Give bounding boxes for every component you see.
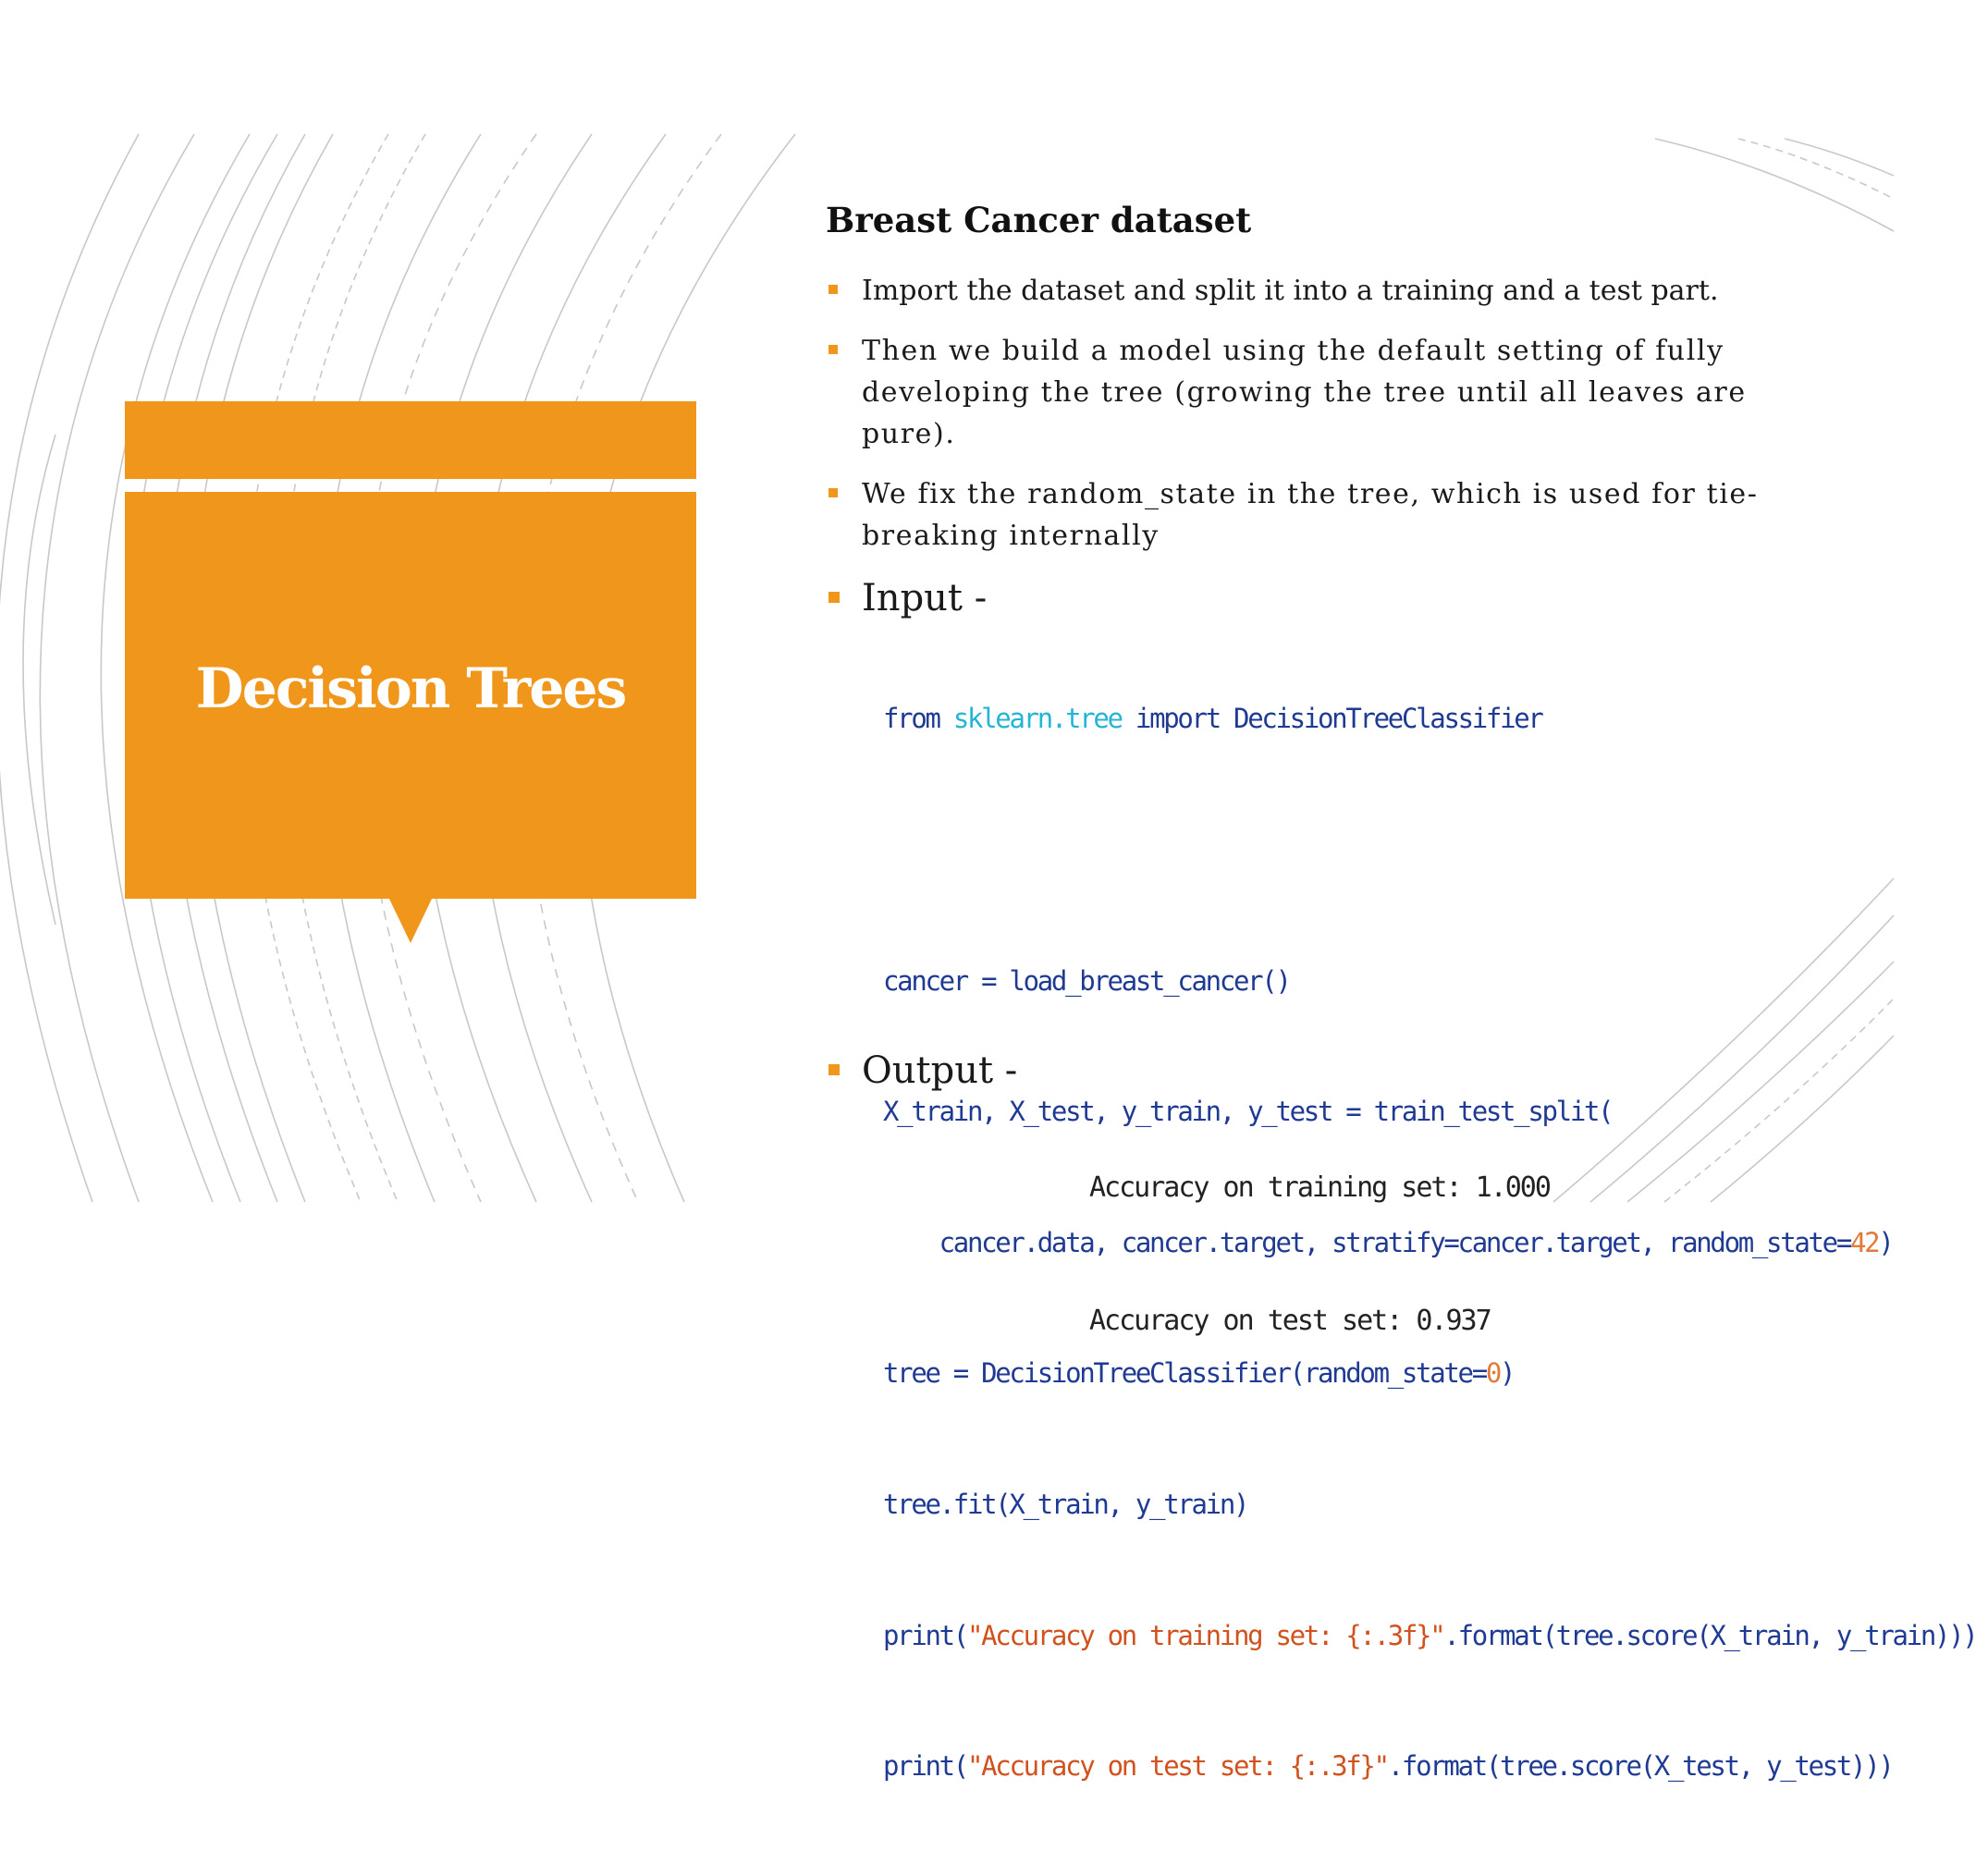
square-bullet-icon (828, 285, 838, 294)
input-label: Input - (862, 577, 988, 619)
code-number: 0 (1485, 1357, 1501, 1390)
bullet-text: We fix the random_state in the tree, which is used for tie-breaking internally (862, 478, 1759, 552)
output-block (1089, 1077, 1550, 1432)
code-token: print( (883, 1750, 967, 1783)
code-token: .format(tree.score(X_test, y_test))) (1387, 1750, 1893, 1783)
code-token: cancer.data, cancer.target, stratify=cancer.target, random_state= (883, 1226, 1851, 1258)
bullet-item (826, 473, 1787, 557)
code-line: cancer = load_breast_cancer() (883, 964, 1290, 997)
title-accent-band (125, 401, 696, 479)
code-token: .format(tree.score(X_train, y_train))) (1443, 1619, 1976, 1651)
square-bullet-icon (828, 345, 838, 354)
code-line: tree.fit(X_train, y_train) (883, 1488, 1248, 1520)
output-line: Accuracy on test set: 0.937 (1089, 1305, 1491, 1337)
code-line-import (883, 697, 1771, 741)
square-bullet-icon (828, 488, 838, 497)
code-token: DecisionTreeClassifier (1233, 703, 1542, 735)
output-label: Output - (862, 1049, 1018, 1092)
bullet-text: Then we build a model using the default setting of fully developing the tree (growing the tree until all leaves are pure). (862, 335, 1747, 450)
code-line: X_train, X_test, y_train, y_test = train_test_split( (883, 1096, 1613, 1128)
slide-title: Decision Trees (195, 656, 626, 721)
bullet-text: Import the dataset and split it into a training and a test part. (862, 275, 1719, 307)
code-string: "Accuracy on training set: {:.3f}" (966, 1619, 1444, 1651)
section-heading: Breast Cancer dataset (826, 200, 1252, 240)
code-token: print( (883, 1619, 967, 1651)
code-line-blank (883, 828, 1771, 872)
square-bullet-icon (828, 592, 840, 603)
title-callout-pointer (388, 897, 433, 943)
code-token: import (1135, 703, 1220, 735)
output-bullet (826, 1048, 1017, 1094)
code-line (883, 1745, 1893, 1788)
code-number: 42 (1850, 1226, 1879, 1258)
code-token: tree = DecisionTreeClassifier(random_state= (883, 1357, 1486, 1390)
code-string: "Accuracy on test set: {:.3f}" (966, 1750, 1388, 1783)
bullet-item (826, 330, 1787, 455)
code-token: ) (1500, 1357, 1515, 1390)
code-token: from (883, 703, 939, 735)
output-line: Accuracy on training set: 1.000 (1089, 1171, 1550, 1204)
content-area (826, 196, 1787, 640)
code-token: sklearn.tree (952, 703, 1122, 735)
square-bullet-icon (828, 1064, 840, 1075)
bullet-item (826, 270, 1787, 312)
code-line (883, 1614, 1976, 1658)
code-token: ) (1878, 1226, 1893, 1258)
